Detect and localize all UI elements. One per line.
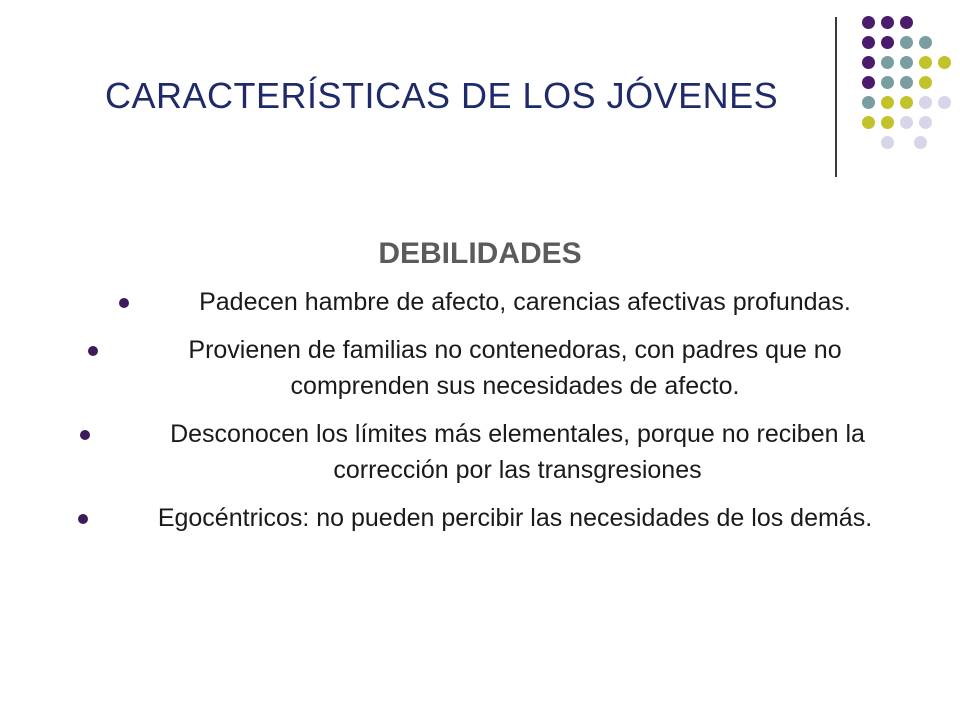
decorative-dot bbox=[881, 76, 894, 89]
decorative-dot bbox=[919, 56, 932, 69]
decorative-dot bbox=[881, 16, 894, 29]
bullet-item bbox=[70, 416, 900, 488]
slide-title: CARACTERÍSTICAS DE LOS JÓVENES bbox=[105, 75, 779, 116]
bullet-marker-icon bbox=[119, 298, 129, 308]
bullet-text: Padecen hambre de afecto, carencias afectivas profundas. bbox=[199, 288, 851, 316]
decorative-dot bbox=[881, 36, 894, 49]
bullet-item bbox=[70, 332, 900, 404]
decorative-dot bbox=[900, 56, 913, 69]
decorative-dot bbox=[938, 96, 951, 109]
decorative-dot bbox=[900, 116, 913, 129]
bullet-item bbox=[70, 284, 900, 320]
decorative-dot bbox=[862, 76, 875, 89]
slide-subtitle: DEBILIDADES bbox=[378, 237, 582, 270]
decorative-dot bbox=[862, 96, 875, 109]
bullet-text: Provienen de familias no contenedoras, con padres que no comprenden sus necesidades de afecto. bbox=[188, 336, 842, 400]
bullet-list bbox=[70, 284, 900, 548]
bullet-text: Desconocen los límites más elementales, porque no reciben la corrección por las transgresiones bbox=[170, 420, 865, 484]
bullet-item bbox=[70, 500, 900, 536]
decorative-dot bbox=[862, 16, 875, 29]
bullet-marker-icon bbox=[88, 346, 98, 356]
bullet-marker-icon bbox=[80, 430, 90, 440]
dot-grid-icon bbox=[852, 14, 952, 164]
decorative-dot bbox=[881, 136, 894, 149]
bullet-marker-icon bbox=[78, 514, 88, 524]
decorative-dot bbox=[862, 116, 875, 129]
decorative-dot bbox=[862, 36, 875, 49]
decorative-dot bbox=[938, 56, 951, 69]
bullet-text: Egocéntricos: no pueden percibir las necesidades de los demás. bbox=[157, 504, 873, 532]
decorative-dot bbox=[900, 36, 913, 49]
decorative-dot bbox=[862, 56, 875, 69]
decorative-dot bbox=[919, 96, 932, 109]
decorative-dot bbox=[881, 56, 894, 69]
decorative-dot bbox=[881, 116, 894, 129]
decorative-dot bbox=[900, 76, 913, 89]
decorative-dot bbox=[919, 36, 932, 49]
decorative-dot bbox=[881, 96, 894, 109]
decorative-dot bbox=[900, 96, 913, 109]
vertical-divider bbox=[835, 17, 837, 177]
decorative-dot bbox=[914, 136, 927, 149]
decorative-dot bbox=[919, 76, 932, 89]
decorative-dot bbox=[900, 16, 913, 29]
decorative-dot bbox=[919, 116, 932, 129]
